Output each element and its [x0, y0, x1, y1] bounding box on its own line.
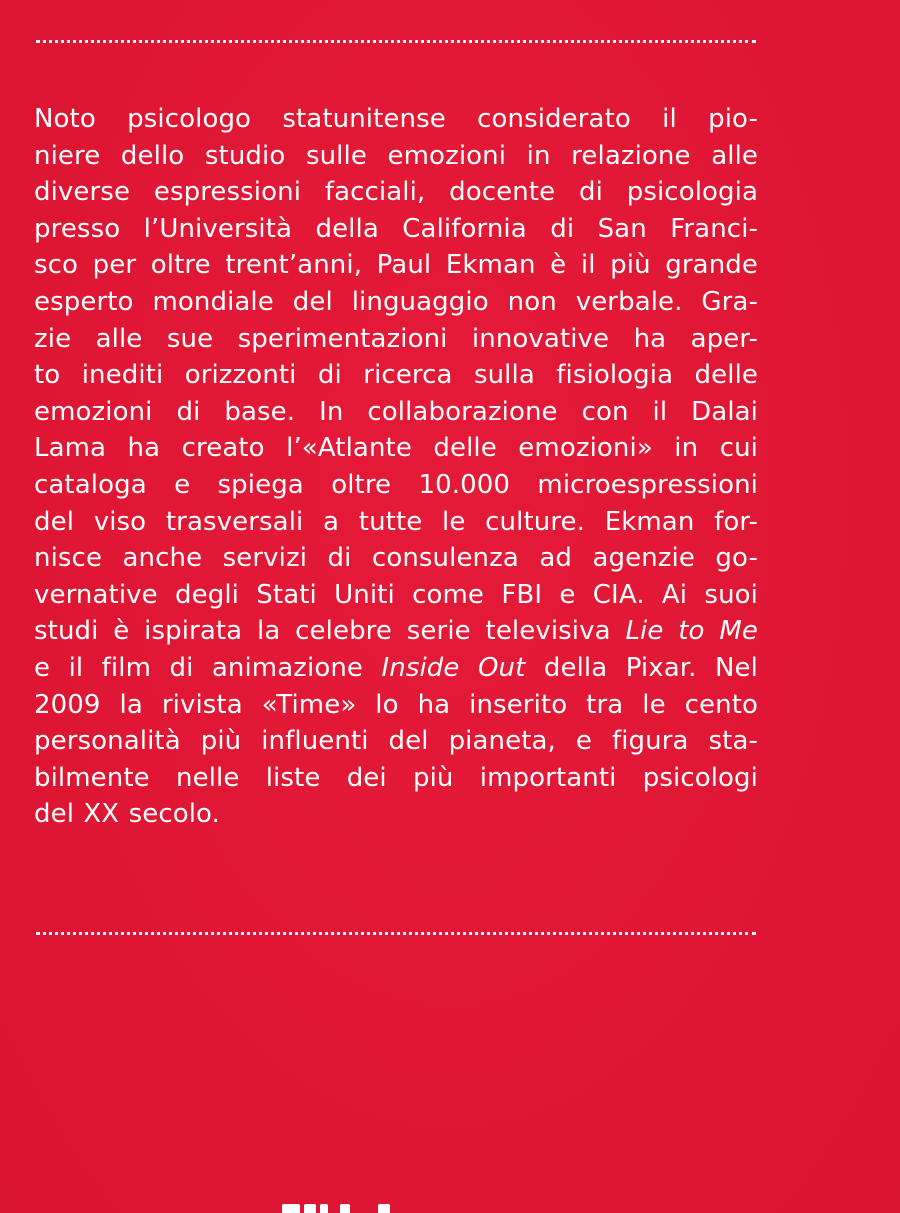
bio-line: nisce anche servizi di consulenza ad agenzie go-	[34, 543, 758, 574]
dotted-rule-top	[36, 40, 756, 43]
bio-line-tv-series	[34, 613, 758, 650]
bio-line: niere dello studio sulle emozioni in relazione alle	[34, 140, 758, 171]
bio-text: studi è ispirata la celebre serie televisiva	[34, 616, 626, 647]
bio-text: e il film di animazione	[34, 652, 382, 683]
tv-series-title: Lie to Me	[625, 616, 758, 647]
bio-line: del XX secolo.	[34, 799, 220, 830]
bio-line: cataloga e spiega oltre 10.000 microespressioni	[34, 469, 758, 500]
bio-line: diverse espressioni facciali, docente di psicologia	[34, 177, 758, 208]
bio-line: esperto mondiale del linguaggio non verbale. Gra-	[34, 286, 758, 317]
bio-line: Lama ha creato l’«Atlante delle emozioni» in cui	[34, 433, 758, 464]
author-biography	[34, 101, 758, 833]
bio-line: zie alle sue sperimentazioni innovative ha aper-	[34, 323, 758, 354]
bio-line-film	[34, 650, 758, 687]
bio-text: della Pixar. Nel	[525, 652, 758, 683]
bio-line: Noto psicologo statunitense considerato il pio-	[34, 104, 758, 134]
bio-line: bilmente nelle liste dei più importanti psicologi	[34, 762, 758, 793]
bio-line: to inediti orizzonti di ricerca sulla fisiologia delle	[34, 360, 758, 391]
film-title: Inside Out	[381, 652, 526, 683]
bio-line: del viso trasversali a tutte le culture. Ekman for-	[34, 506, 758, 537]
bio-line: 2009 la rivista «Time» lo ha inserito tra le cento	[34, 689, 758, 720]
bio-line: emozioni di base. In collaborazione con il Dalai	[34, 396, 758, 427]
dotted-rule-bottom	[36, 932, 756, 935]
bio-line: presso l’Università della California di San Franci-	[34, 213, 758, 244]
bio-line: vernative degli Stati Uniti come FBI e CIA. Ai suoi	[34, 579, 758, 610]
bio-line: sco per oltre trent’anni, Paul Ekman è il più grande	[34, 250, 758, 281]
cropped-footer-lettering	[282, 1200, 412, 1213]
bio-line: personalità più influenti del pianeta, e figura sta-	[34, 726, 758, 757]
